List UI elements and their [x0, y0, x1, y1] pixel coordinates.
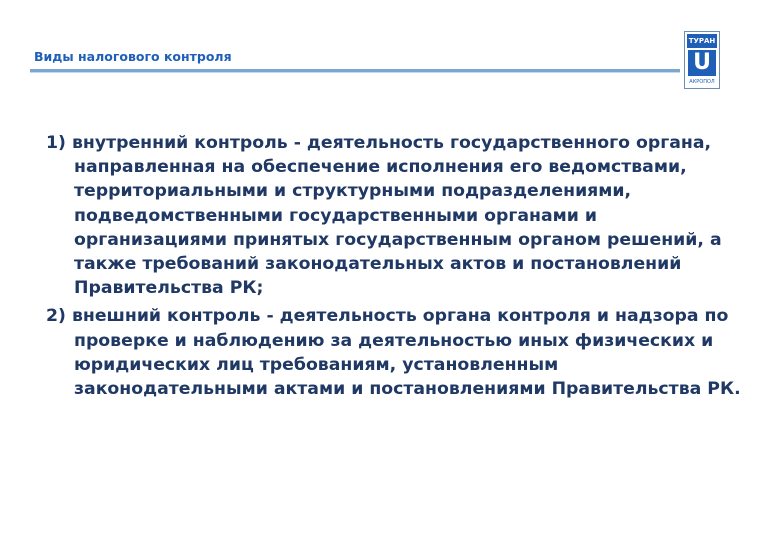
- logo-bottom-text: АКРОПОЛ: [689, 79, 715, 85]
- logo-top-text: ТУРАН: [688, 37, 716, 45]
- turan-logo: [684, 31, 720, 89]
- logo-letter-block: [688, 50, 716, 76]
- content-list: [46, 131, 746, 405]
- list-item-external-control: 2) внешний контроль - деятельность органа контроля и надзора по проверке и наблюдению за деятельностью иных физических и юридических лиц требованиям, установленным законодательными актами и постановлениями Правительства РК.: [46, 306, 741, 400]
- slide-header: [0, 0, 780, 100]
- list-item-internal-control: 1) внутренний контроль - деятельность государственного органа, направленная на обеспечение исполнения его ведомствами, территориальными и структурными подразделениями, подведомственными государственными органами и организациями принятых государственным органом решений, а также требований законодательных актов и постановлений Правительства РК;: [46, 133, 722, 299]
- logo-top-band: [687, 34, 717, 48]
- logo-letter: U: [693, 50, 711, 75]
- header-divider: [30, 69, 680, 73]
- slide-title: Виды налогового контроля: [34, 49, 232, 64]
